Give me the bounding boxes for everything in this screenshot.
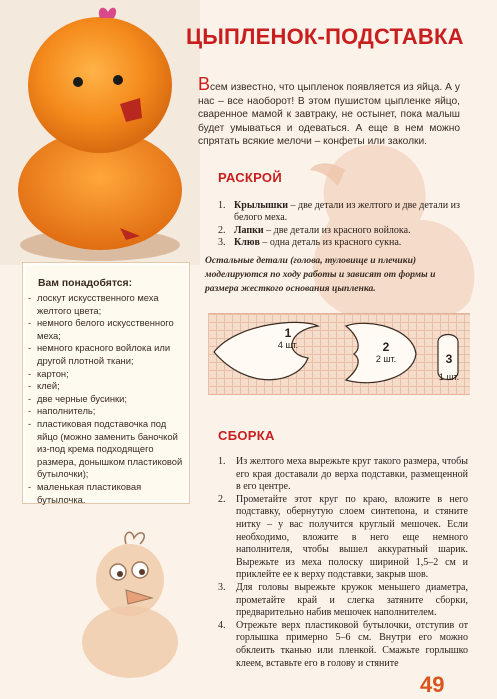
list-item: - пластиковая подставочка под яйцо (можно заменить баночкой из-под крема подходящего размера, донышком пластиковой бутылочки); — [28, 417, 183, 480]
list-item: 3. Для головы вырежьте кружок меньшего диаметра, прометайте край и слегка затяните сборки, предварительно набив мешочек наполнителем. — [218, 581, 468, 619]
page-title: ЦЫПЛЕНОК-ПОДСТАВКА — [186, 24, 464, 49]
piece-1-label: 1 4 шт. — [277, 326, 299, 350]
cutting-heading: РАСКРОЙ — [218, 170, 282, 185]
list-item: - клей; — [28, 380, 60, 392]
piece-2-label: 2 2 шт. — [375, 340, 397, 364]
list-item: 2. Прометайте этот круг по краю, вложите в него подставку, обернутую слоем синтепона, и стяните нитку – у вас получится круглый мешочек. Если необходимо, вложите в него еще немного наполнителя, чтобы вышел аккуратный шарик. Вырежьте из меха полоску шириной 1,5–2 см и приклейте ее к верху подставки, закрыв шов. — [218, 493, 468, 581]
list-item: - картон; — [28, 367, 69, 379]
list-item: 3. Клюв – одна деталь из красного сукна. — [218, 237, 402, 249]
list-item: 1. Из желтого меха вырежьте круг такого размера, чтобы его края доставали до верха подставки, размещенной в его центре. — [218, 456, 468, 493]
list-item: 4. Отрежьте верх пластиковой бутылочки, отступив от горлышка примерно 5–6 см. Внутри его можно обклеить тканью или пленкой. Смажьте горлышко клеем, вставьте его в голову и стяните — [218, 619, 468, 669]
intro-paragraph: Всем известно, что цыпленок появляется из яйца. А у нас – все наоборот! В этом пушистом цыпленке яйцо, сваренное мамой к завтраку, не остынет, пока малыш будет умываться и одеваться. А еще в нем можно спрятать всякие мелочи – конфеты или заколки. — [198, 74, 460, 148]
chick-photo — [0, 0, 200, 265]
cutting-list — [218, 200, 463, 250]
piece-3-label: 3 1 шт. — [438, 352, 460, 382]
pattern-strip — [208, 313, 470, 395]
materials-list — [28, 292, 188, 506]
list-item: - немного красного войлока или другой плотной ткани; — [28, 342, 171, 366]
materials-title: Вам понадобятся: — [38, 278, 133, 289]
pattern-shapes — [208, 314, 470, 394]
list-item: - немного белого искусственного меха; — [28, 317, 174, 341]
list-item: - наполнитель; — [28, 405, 96, 417]
assembly-steps — [218, 456, 468, 670]
list-item: 2. Лапки – две детали из красного войлока. — [218, 224, 411, 236]
list-item: - маленькая пластиковая бутылочка. — [28, 480, 142, 505]
note-paragraph: Остальные детали (голова, туловище и плечики) моделируются по ходу работы и зависят от формы и размера жесткого основания цыпленка. — [205, 255, 436, 294]
list-item: - лоскут искусственного меха желтого цвета; — [28, 292, 159, 316]
page-number: 49 — [420, 672, 445, 697]
assembly-heading: СБОРКА — [218, 428, 275, 443]
cartoon-chick-drawing — [70, 520, 190, 680]
list-item: - две черные бусинки; — [28, 392, 128, 404]
list-item: 1. Крылышки – две детали из желтого и две детали из белого меха. — [218, 200, 460, 224]
